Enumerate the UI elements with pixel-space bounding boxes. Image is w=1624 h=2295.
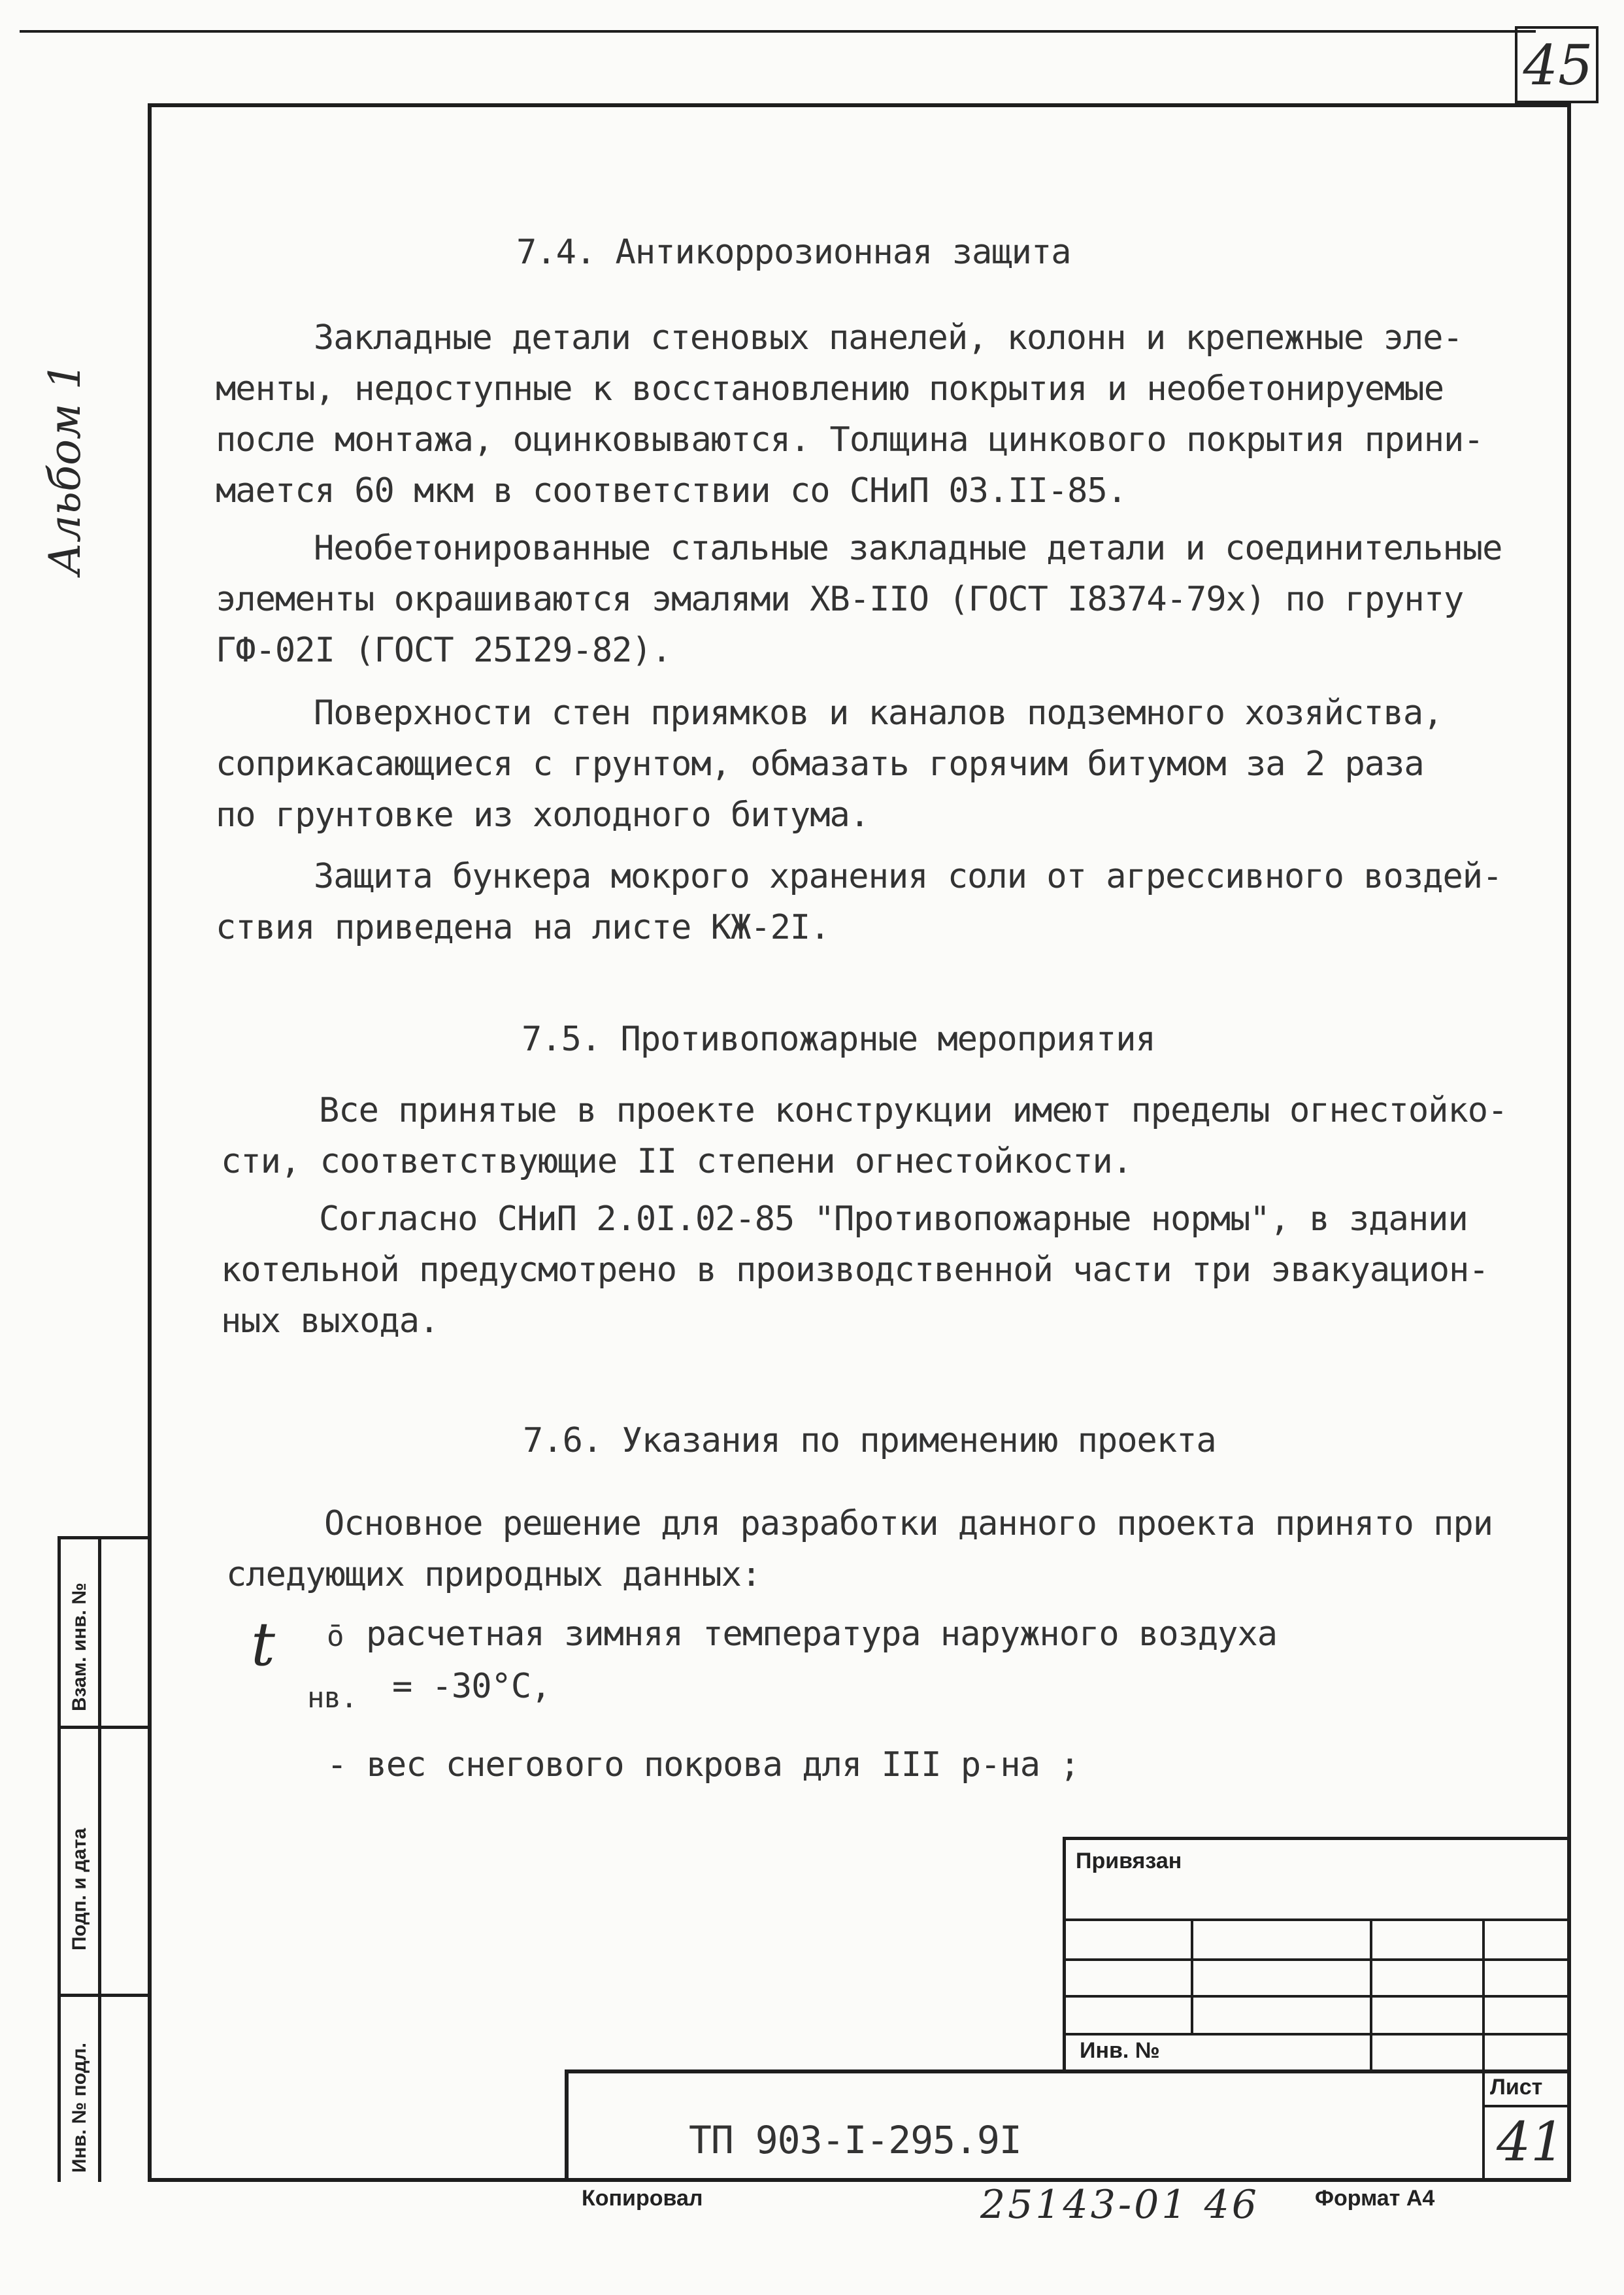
- text-line: ствия приведена на листе КЖ-2I.: [216, 908, 830, 947]
- tb-sheet-label: Лист: [1490, 2075, 1543, 2100]
- frame-top: [148, 103, 1571, 107]
- temperature-subscript: нв.: [307, 1681, 357, 1715]
- text-line: элементы окрашиваются эмалями ХВ-IIO (ГОСТ I8374-79х) по грунту: [216, 580, 1464, 619]
- section-heading-7-6: 7.6. Указания по применению проекта: [523, 1421, 1216, 1460]
- tb-row-3: [1063, 1995, 1571, 1998]
- text-line: ных выхода.: [221, 1301, 439, 1341]
- text-line: котельной предусмотрено в производственной части три эвакуацион-: [221, 1250, 1489, 1290]
- frame-bottom: [148, 2178, 1571, 2182]
- page-number: 45: [1523, 33, 1593, 97]
- text-line: Защита бункера мокрого хранения соли от агрессивного воздей-: [314, 857, 1502, 896]
- stamp-inv-replacement: Взам. инв. №: [69, 1583, 90, 1711]
- frame-right: [1567, 103, 1571, 2182]
- tb-bottom-left: [565, 2069, 569, 2182]
- paragraph-7-4-1: [216, 312, 1483, 516]
- text-line: сти, соответствующие II степени огнестойкости.: [221, 1142, 1133, 1181]
- section-heading-7-4: 7.4. Антикоррозионная защита: [516, 233, 1071, 272]
- strip-divider-2: [58, 1994, 152, 1997]
- paragraph-7-4-3: [216, 688, 1442, 841]
- paragraph-7-4-4: [216, 851, 1502, 953]
- paragraph-7-5-2: [221, 1194, 1489, 1347]
- paragraph-7-4-2: [216, 523, 1502, 676]
- album-label: Альбом 1: [40, 362, 90, 575]
- tb-inv-no: Инв. №: [1080, 2038, 1160, 2063]
- footer-format: Формат А4: [1315, 2186, 1435, 2211]
- tb-sheet-number: 41: [1497, 2111, 1565, 2173]
- footer-handwritten-code: 25143-01 46: [980, 2182, 1259, 2228]
- frame-left: [148, 103, 152, 2182]
- strip-left: [58, 1536, 61, 2182]
- text-line: соприкасающиеся с грунтом, обмазать горячим битумом за 2 раза: [216, 745, 1424, 784]
- tb-col-3: [1482, 1918, 1485, 2182]
- section-heading-7-5: 7.5. Противопожарные мероприятия: [522, 1020, 1155, 1059]
- paragraph-7-6-1: [226, 1498, 1493, 1600]
- tb-col-1: [1191, 1918, 1193, 2035]
- top-rule: [20, 30, 1536, 33]
- stamp-signature-date: Подп. и дата: [69, 1828, 90, 1951]
- text-line: Закладные детали стеновых панелей, колонн и крепежные эле-: [314, 318, 1463, 358]
- paragraph-7-5-1: [221, 1085, 1507, 1187]
- text-line: следующих природных данных:: [226, 1555, 761, 1594]
- text-line: по грунтовке из холодного битума.: [216, 796, 870, 835]
- tb-col-2: [1370, 1918, 1372, 2072]
- tb-row-1: [1063, 1918, 1571, 1921]
- text-line: после монтажа, оцинковываются. Толщина цинкового покрытия прини-: [216, 420, 1483, 460]
- text-line: Все принятые в проекте конструкции имеют пределы огнестойко-: [319, 1091, 1508, 1130]
- strip-divider-1: [58, 1726, 152, 1729]
- text-line: Необетонированные стальные закладные детали и соединительные: [314, 529, 1502, 568]
- temperature-description: расчетная зимняя температура наружного воздуха: [366, 1615, 1278, 1654]
- text-line: менты, недоступные к восстановлению покрытия и необетонируемые: [216, 369, 1444, 409]
- temperature-value: = -30°С,: [392, 1667, 551, 1706]
- temperature-symbol: t: [251, 1609, 275, 1679]
- temperature-superscript: ō: [327, 1620, 344, 1653]
- text-line: Поверхности стен приямков и каналов подземного хозяйства,: [314, 694, 1443, 733]
- text-line: ГФ-02I (ГОСТ 25I29-82).: [216, 631, 672, 670]
- tb-privyazan: Привязан: [1076, 1849, 1182, 1873]
- text-line: мается 60 мкм в соответствии со СНиП 03.II-85.: [216, 471, 1127, 511]
- tb-row-4: [1063, 2033, 1571, 2035]
- strip-top: [58, 1536, 152, 1539]
- footer-copied: Копировал: [582, 2186, 703, 2211]
- tb-document-code: ТП 903-I-295.9I: [689, 2118, 1021, 2162]
- tb-left: [1063, 1837, 1066, 2072]
- tb-row-2: [1063, 1958, 1571, 1961]
- tb-sheet-divider: [1482, 2105, 1571, 2107]
- tb-bottom-top: [565, 2069, 1571, 2073]
- stamp-inv-original: Инв. № подл.: [69, 2042, 90, 2173]
- strip-inner: [98, 1536, 101, 2182]
- snow-load-line: - вес снегового покрова для III р-на ;: [327, 1745, 1080, 1784]
- text-line: Согласно СНиП 2.0I.02-85 "Противопожарные нормы", в здании: [319, 1199, 1468, 1239]
- text-line: Основное решение для разработки данного проекта принято при: [324, 1504, 1493, 1543]
- tb-top: [1063, 1837, 1571, 1840]
